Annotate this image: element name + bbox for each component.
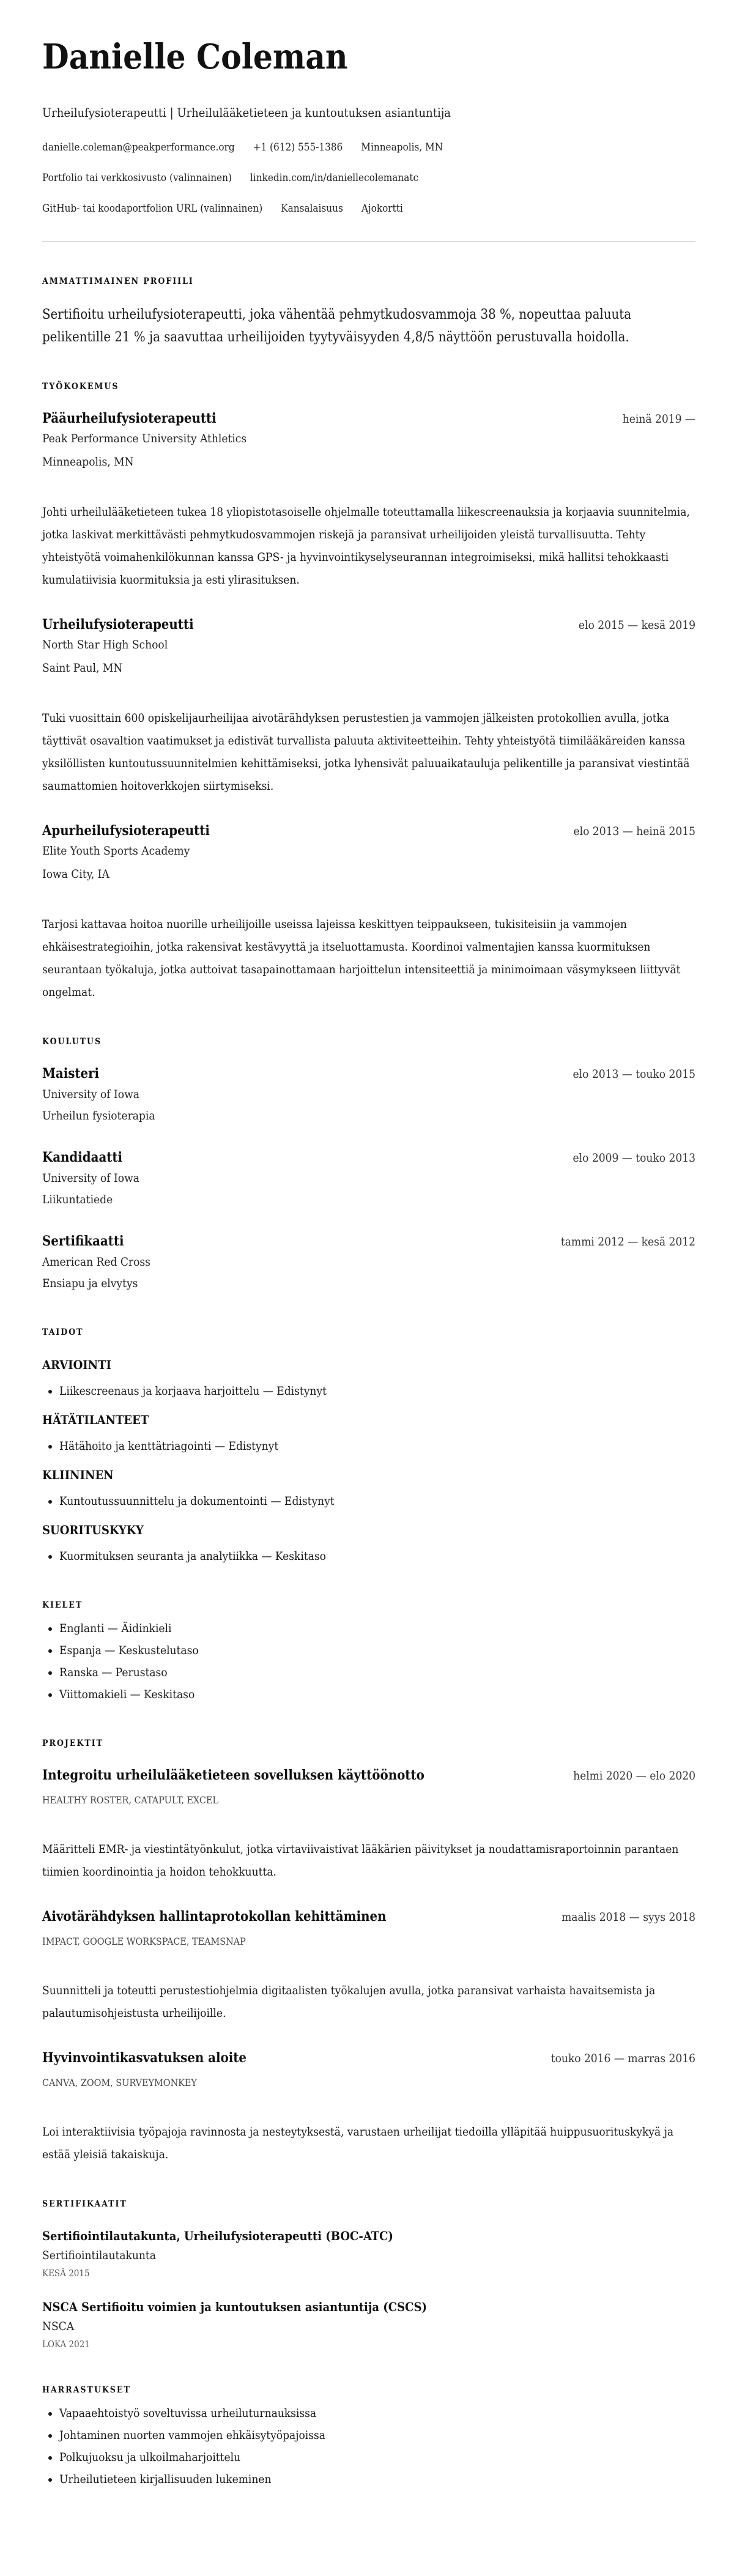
skills-section — [42, 1326, 695, 1567]
degree-title: Kandidaatti — [42, 1149, 123, 1165]
job-location: Saint Paul, MN — [42, 661, 123, 675]
skill-group-title: SUORITUSKYKY — [42, 1523, 144, 1537]
skill-item: • Kuntoutussuunnittelu ja dokumentointi — Edistynyt — [59, 1490, 695, 1512]
field-of-study: Ensiapu ja elvytys — [42, 1277, 138, 1290]
entry-header — [42, 2048, 695, 2068]
school-name: University of Iowa — [42, 1088, 139, 1101]
education-section — [42, 1036, 695, 1294]
skill-group — [42, 1520, 695, 1567]
skill-group-title: ARVIOINTI — [42, 1357, 111, 1372]
school-name: American Red Cross — [42, 1255, 150, 1269]
entry-header — [42, 1148, 695, 1168]
school-name: University of Iowa — [42, 1171, 139, 1185]
education-entry — [42, 1064, 695, 1127]
interest-item: • Johtaminen nuorten vammojen ehkäisytyöpajoissa — [59, 2424, 695, 2446]
job-description: Tarjosi kattavaa hoitoa nuorille urheilijoille useissa lajeissa keskittyen teippaukseen, tukisiteisiin ja vammojen ehkäisestrategioihin, jotka rakensivat kestävyyttä ja itseluottamusta. Koordinoi valmentajien kanssa kuormituksen seurantaan työkaluja, jotka auttoivat tasapainottamaan harjoittelun intensiteettiä ja minimoimaan väsymykseen liittyvät ongelmat. — [42, 918, 681, 999]
date-range: elo 2013 — heinä 2015 — [573, 825, 695, 838]
certification-entry — [42, 2297, 695, 2352]
certification-date: KESÄ 2015 — [42, 2268, 90, 2279]
section-title: HARRASTUKSET — [42, 2385, 131, 2395]
skill-group — [42, 1409, 695, 1457]
interests-section — [42, 2384, 695, 2490]
certification-issuer: Sertifiointilautakunta — [42, 2249, 156, 2262]
degree-title: Sertifikaatti — [42, 1233, 124, 1249]
phone: +1 (612) 555-1386 — [253, 141, 343, 154]
section-title: KIELET — [42, 1600, 83, 1610]
interests-list — [42, 2402, 695, 2490]
entry-header — [42, 409, 695, 429]
resume-header — [42, 38, 695, 224]
interest-item: • Urheilutieteen kirjallisuuden lukeminen — [59, 2468, 695, 2490]
section-title: AMMATTIMAINEN PROFIILI — [42, 277, 194, 286]
project-tech: HEALTHY ROSTER, CATAPULT, EXCEL — [42, 1794, 218, 1806]
project-description: Loi interaktiivisia työpajoja ravinnosta ja nesteytyksestä, varustaen urheilijat tiedoilla ylläpitää huippusuorituskykyä ja estää yleisiä takaiskuja. — [42, 2125, 674, 2161]
github-link[interactable]: GitHub- tai koodaportfolion URL (valinnainen) — [42, 202, 263, 215]
certification-name: Sertifiointilautakunta, Urheilufysioterapeutti (BOC-ATC) — [42, 2229, 393, 2243]
skill-item: • Hätähoito ja kenttätriagointi — Edistynyt — [59, 1435, 695, 1457]
field-of-study: Liikuntatiede — [42, 1193, 113, 1206]
date-range: elo 2009 — touko 2013 — [573, 1151, 695, 1165]
job-entry — [42, 409, 695, 592]
projects-section — [42, 1737, 695, 2166]
skill-group — [42, 1464, 695, 1512]
entry-header — [42, 1907, 695, 1927]
section-title: TAIDOT — [42, 1327, 84, 1337]
section-title: PROJEKTIT — [42, 1739, 104, 1748]
section-title: SERTIFIKAATIT — [42, 2199, 127, 2209]
job-description: Johti urheilulääketieteen tukea 18 yliopistotasoiselle ohjelmalle toteuttamalla liikescreenauksia ja korjaavia suunnitelmia, jotka laskivat merkittävästi pehmytkudosvammojen riskejä ja paransivat urheilijoiden yleistä turvallisuutta. Tehty yhteistyötä voimahenkilökunnan kanssa GPS- ja hyvinvointikyselyseurannan integroimiseksi, mikä hallitsi tehokkaasti kumulatiivisia kuormituksia ja esti ylirasituksen. — [42, 505, 690, 587]
entry-header — [42, 1231, 695, 1252]
portfolio-link[interactable]: Portfolio tai verkkosivusto (valinnainen) — [42, 172, 232, 184]
company-name: Elite Youth Sports Academy — [42, 844, 190, 858]
date-range: elo 2013 — touko 2015 — [573, 1067, 695, 1081]
date-range: maalis 2018 — syys 2018 — [562, 1910, 695, 1924]
date-range: heinä 2019 — — [622, 412, 695, 426]
skill-list — [42, 1490, 695, 1512]
project-description: Suunnitteli ja toteutti perustestiohjelmia digitaalisten työkalujen avulla, jotka paransivat varhaista havaitsemista ja palautumisohjeistusta urheilijoille. — [42, 1984, 656, 2020]
profile-section — [42, 275, 695, 349]
entry-header — [42, 1765, 695, 1786]
date-range: helmi 2020 — elo 2020 — [573, 1769, 695, 1783]
language-item: • Viittomakieli — Keskitaso — [59, 1683, 695, 1706]
education-entry — [42, 1148, 695, 1211]
certification-name: NSCA Sertifioitu voimien ja kuntoutuksen asiantuntija (CSCS) — [42, 2299, 427, 2314]
profile-summary: Sertifioitu urheilufysioterapeutti, joka vähentää pehmytkudosvammoja 38 %, nopeuttaa paluuta pelikentille 21 % ja saavuttaa urheilijoiden tyytyväisyyden 4,8/5 näyttöön perustuvalla hoidolla. — [42, 307, 631, 345]
job-title: Pääurheilufysioterapeutti — [42, 410, 217, 426]
project-tech: IMPACT, GOOGLE WORKSPACE, TEAMSNAP — [42, 1936, 246, 1947]
certification-issuer: NSCA — [42, 2320, 75, 2333]
certifications-section — [42, 2198, 695, 2352]
languages-section — [42, 1599, 695, 1706]
job-location: Minneapolis, MN — [42, 455, 134, 469]
section-title: KOULUTUS — [42, 1037, 102, 1047]
job-location: Iowa City, IA — [42, 867, 109, 881]
job-title: Urheilufysioterapeutti — [42, 617, 194, 633]
certification-entry — [42, 2226, 695, 2281]
section-title: TYÖKOKEMUS — [42, 382, 119, 392]
candidate-name: Danielle Coleman — [42, 37, 348, 77]
date-range: elo 2015 — kesä 2019 — [578, 618, 695, 632]
headline: Urheilufysioterapeutti | Urheilulääketieteen ja kuntoutuksen asiantuntija — [42, 105, 451, 120]
project-entry — [42, 2048, 695, 2166]
job-entry — [42, 821, 695, 1004]
skill-item: • Liikescreenaus ja korjaava harjoittelu — Edistynyt — [59, 1380, 695, 1402]
skill-list — [42, 1545, 695, 1567]
email-link[interactable]: danielle.coleman@peakperformance.org — [42, 141, 235, 154]
education-entry — [42, 1231, 695, 1294]
skill-list — [42, 1380, 695, 1402]
project-title: Aivotärähdyksen hallintaprotokollan kehittäminen — [42, 1909, 387, 1925]
citizenship: Kansalaisuus — [281, 202, 343, 215]
company-name: North Star High School — [42, 638, 168, 651]
entry-header — [42, 1064, 695, 1084]
skill-group-title: HÄTÄTILANTEET — [42, 1412, 149, 1427]
project-tech: CANVA, ZOOM, SURVEYMONKEY — [42, 2077, 197, 2088]
certification-date: LOKA 2021 — [42, 2339, 90, 2350]
date-range: tammi 2012 — kesä 2012 — [560, 1235, 695, 1249]
skill-group-title: KLIININEN — [42, 1468, 114, 1482]
entry-header — [42, 615, 695, 635]
skill-item: • Kuormituksen seuranta ja analytiikka — Keskitaso — [59, 1545, 695, 1567]
company-name: Peak Performance University Athletics — [42, 432, 247, 445]
skill-list — [42, 1435, 695, 1457]
header-divider — [42, 241, 695, 242]
project-entry — [42, 1765, 695, 1884]
degree-title: Maisteri — [42, 1066, 100, 1082]
contact-info — [42, 132, 593, 224]
location: Minneapolis, MN — [361, 141, 443, 154]
languages-list — [42, 1617, 695, 1706]
interest-item: • Vapaaehtoistyö soveltuvissa urheiluturnauksissa — [59, 2402, 695, 2424]
job-entry — [42, 615, 695, 798]
experience-section — [42, 380, 695, 1004]
entry-header — [42, 821, 695, 841]
language-item: • Ranska — Perustaso — [59, 1661, 695, 1683]
language-item: • Englanti — Äidinkieli — [59, 1617, 695, 1639]
linkedin-link[interactable]: linkedin.com/in/daniellecolemanatc — [250, 172, 419, 184]
project-entry — [42, 1907, 695, 2025]
field-of-study: Urheilun fysioterapia — [42, 1109, 155, 1123]
drivers-license: Ajokortti — [361, 202, 403, 215]
interest-item: • Polkujuoksu ja ulkoilmaharjoittelu — [59, 2446, 695, 2468]
project-title: Integroitu urheilulääketieteen sovelluksen käyttöönotto — [42, 1767, 424, 1783]
date-range: touko 2016 — marras 2016 — [550, 2052, 695, 2065]
project-title: Hyvinvointikasvatuksen aloite — [42, 2050, 247, 2066]
job-title: Apurheilufysioterapeutti — [42, 823, 210, 839]
language-item: • Espanja — Keskustelutaso — [59, 1639, 695, 1661]
project-description: Määritteli EMR- ja viestintätyönkulut, jotka virtaviivaistivat lääkärien päivitykset ja noudattamisraportoinnin parantaen tiimien koordinointia ja hoidon tehokkuutta. — [42, 1843, 679, 1879]
job-description: Tuki vuosittain 600 opiskelijaurheilijaa aivotärähdyksen perustestien ja vammojen jälkeisten protokollien avulla, jotka täyttivät osavaltion vaatimukset ja edistivät turvallista paluuta aktiviteetteihin. Tehty yhteistyötä tiimilääkäreiden kanssa yksilöllisten kuntoutussuunnitelmien kehittämiseksi, jotka lyhensivät paluuaikatauluja pelikentille ja paransivat viestintää saumattomien hoitoverkkojen siirtymiseksi. — [42, 711, 690, 793]
skill-group — [42, 1354, 695, 1402]
